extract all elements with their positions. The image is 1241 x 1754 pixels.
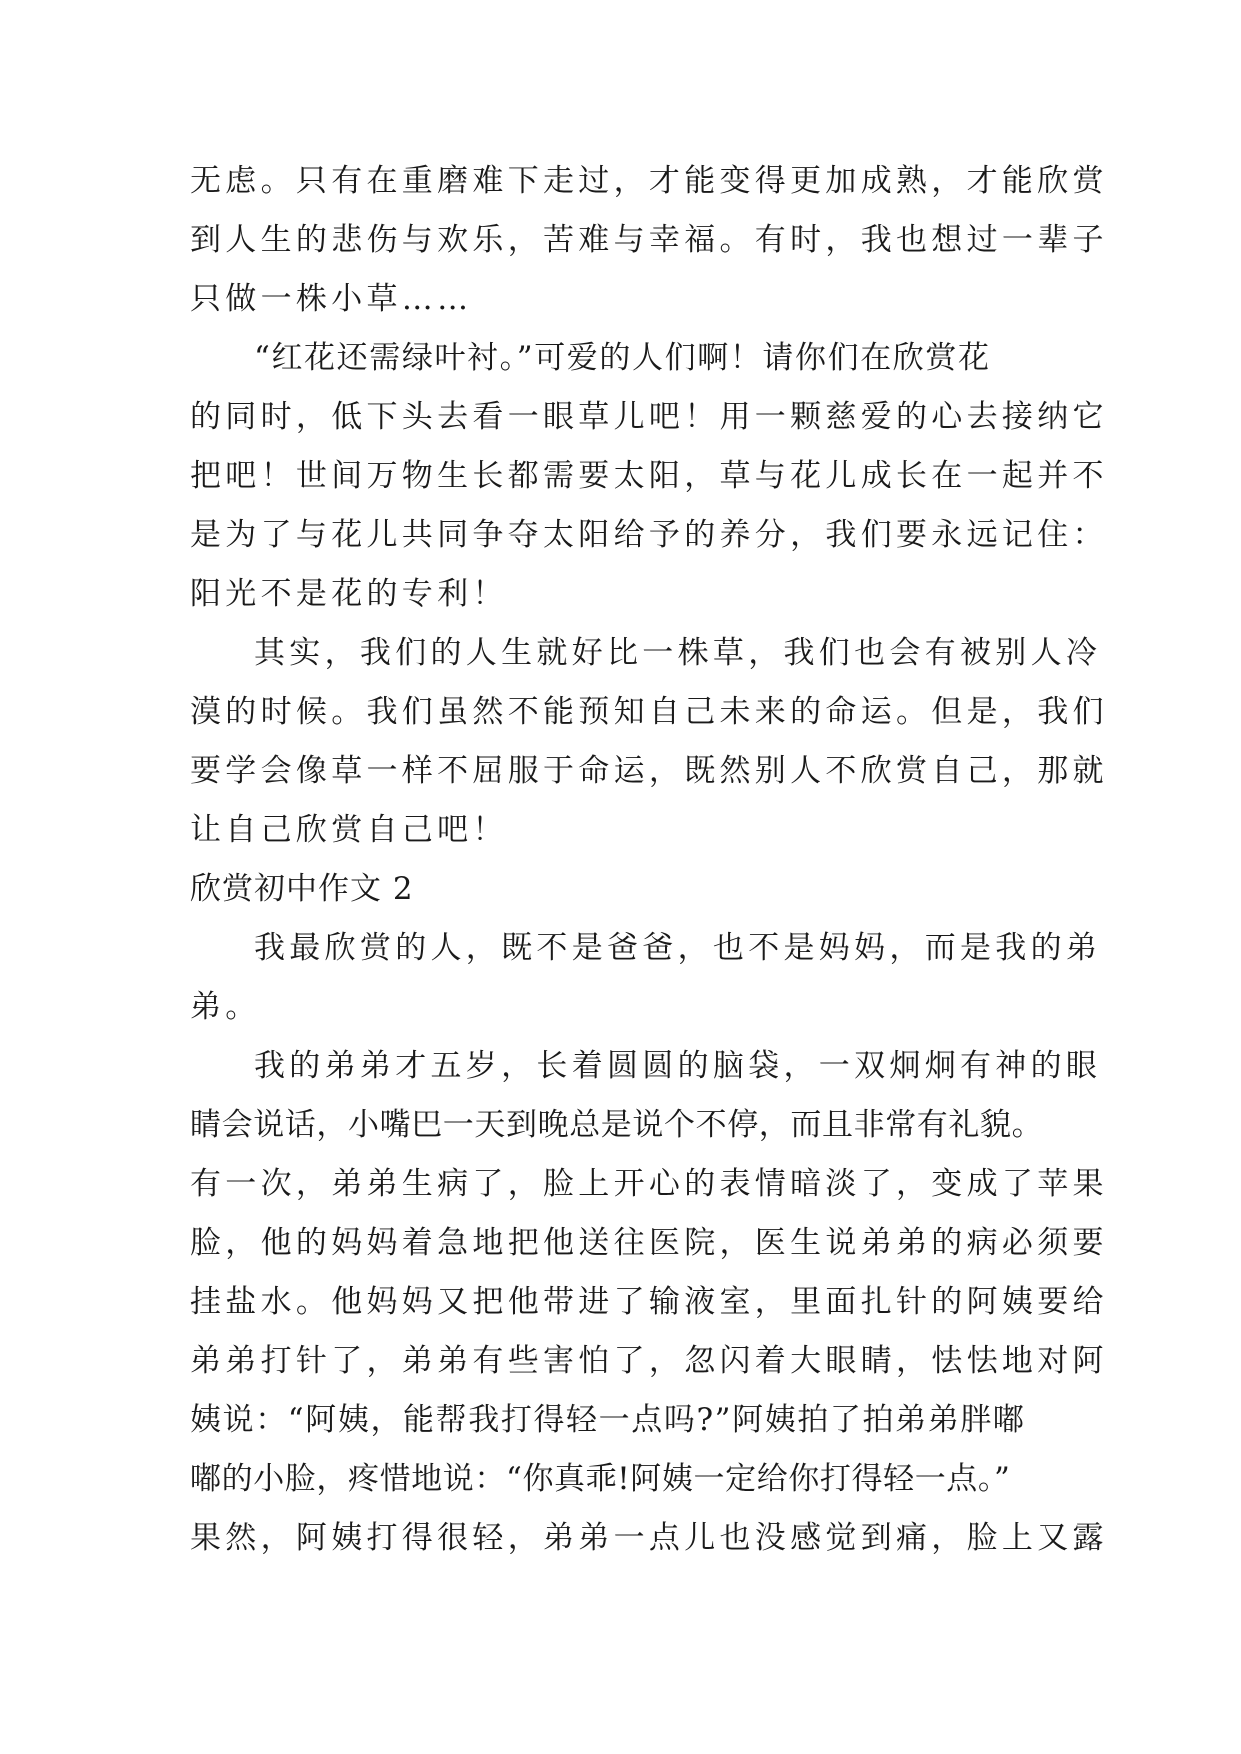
text-line: 睛会说话，小嘴巴一天到晚总是说个不停，而且非常有礼貌。 <box>190 1107 1044 1143</box>
text-line: 的同时，低下头去看一眼草儿吧！用一颗慈爱的心去接纳它 <box>190 399 1108 435</box>
text-line: 无虑。只有在重磨难下走过，才能变得更加成熟，才能欣赏 <box>190 163 1108 199</box>
text-line: 挂盐水。他妈妈又把他带进了输液室，里面扎针的阿姨要给 <box>190 1284 1108 1320</box>
paragraph-first-line: 我的弟弟才五岁，长着圆圆的脑袋，一双炯炯有神的眼 <box>254 1048 1102 1084</box>
text-line: 果然，阿姨打得很轻，弟弟一点儿也没感觉到痛，脸上又露 <box>190 1520 1108 1556</box>
section-heading: 欣赏初中作文 2 <box>190 871 414 907</box>
paragraph-first-line: 其实，我们的人生就好比一株草，我们也会有被别人冷 <box>254 635 1102 671</box>
text-line: 有一次，弟弟生病了，脸上开心的表情暗淡了，变成了苹果 <box>190 1166 1108 1202</box>
text-line: 只做一株小草…… <box>190 281 473 317</box>
text-line: 阳光不是花的专利！ <box>190 576 508 612</box>
text-line: 是为了与花儿共同争夺太阳给予的养分，我们要永远记住： <box>190 517 1108 553</box>
text-line: 弟弟打针了，弟弟有些害怕了，忽闪着大眼睛，怯怯地对阿 <box>190 1343 1108 1379</box>
paragraph-first-line: 我最欣赏的人，既不是爸爸，也不是妈妈，而是我的弟 <box>254 930 1102 966</box>
text-line: 嘟的小脸，疼惜地说：“你真乖!阿姨一定给你打得轻一点。” <box>190 1461 1011 1497</box>
text-line: 到人生的悲伤与欢乐，苦难与幸福。有时，我也想过一辈子 <box>190 222 1108 258</box>
paragraph-first-line: “红花还需绿叶衬。”可爱的人们啊！请你们在欣赏花 <box>254 340 991 376</box>
text-line: 姨说：“阿姨，能帮我打得轻一点吗?”阿姨拍了拍弟弟胖嘟 <box>190 1402 1026 1438</box>
text-line: 把吧！世间万物生长都需要太阳，草与花儿成长在一起并不 <box>190 458 1108 494</box>
document-body <box>190 152 1108 1568</box>
text-line: 要学会像草一样不屈服于命运，既然别人不欣赏自己，那就 <box>190 753 1108 789</box>
text-line: 脸，他的妈妈着急地把他送往医院，医生说弟弟的病必须要 <box>190 1225 1108 1261</box>
text-line: 让自己欣赏自己吧！ <box>190 812 508 848</box>
text-line: 弟。 <box>190 989 261 1025</box>
text-line: 漠的时候。我们虽然不能预知自己未来的命运。但是，我们 <box>190 694 1108 730</box>
